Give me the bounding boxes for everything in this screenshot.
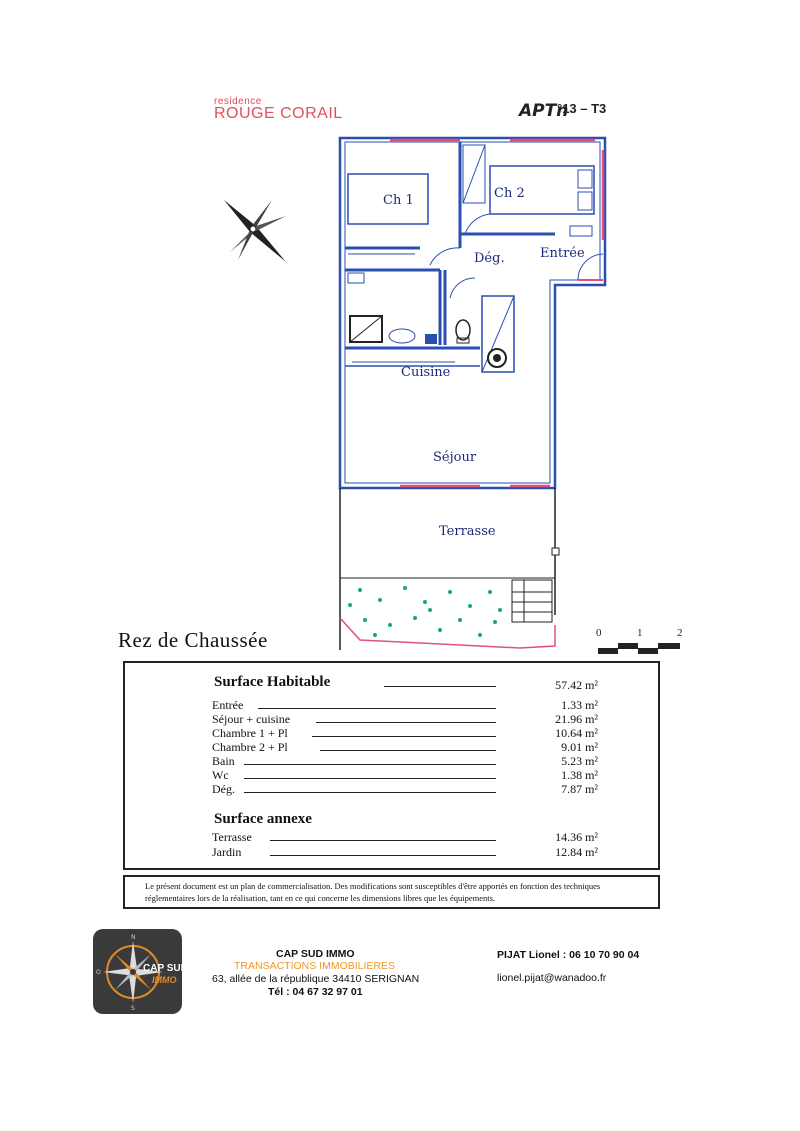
company-tagline: TRANSACTIONS IMMOBILIERES <box>234 960 396 972</box>
leader-line <box>270 840 496 841</box>
leader-line <box>258 708 496 709</box>
scale-tick-2: 2 <box>677 627 683 639</box>
leader-line <box>270 855 496 856</box>
svg-text:S: S <box>131 1005 135 1012</box>
leader-line <box>316 722 496 723</box>
row-value-jardin: 12.84 m² <box>555 845 598 859</box>
row-label-sejour-cuisine: Séjour + cuisine <box>212 712 291 726</box>
brand-name: ROUGE CORAIL <box>214 105 343 122</box>
leader-line <box>244 764 496 765</box>
annexe-title: Surface annexe <box>214 811 312 827</box>
svg-text:O: O <box>96 969 101 976</box>
floor-plan <box>330 130 620 660</box>
row-label-chambre2: Chambre 2 + Pl <box>212 740 288 754</box>
row-value-terrasse: 14.36 m² <box>555 830 598 844</box>
room-label-ch2: Ch 2 <box>494 186 525 201</box>
apartment-number: °13 – T3 <box>557 101 607 116</box>
room-label-terrasse: Terrasse <box>439 524 496 539</box>
scale-bar-icon <box>598 640 688 656</box>
leader-line <box>312 736 496 737</box>
apartment-handwritten-prefix: APTn <box>519 101 569 121</box>
row-label-jardin: Jardin <box>212 845 242 859</box>
row-value-chambre1: 10.64 m² <box>555 726 598 740</box>
room-label-sejour: Séjour <box>433 450 477 465</box>
contact-name-phone: PIJAT Lionel : 06 10 70 90 04 <box>497 949 640 961</box>
room-label-deg: Dég. <box>474 251 505 266</box>
company-address: 63, allée de la république 34410 SERIGNAN <box>212 973 420 985</box>
habitable-title: Surface Habitable <box>214 674 331 690</box>
habitable-total: 57.42 m² <box>555 678 598 692</box>
room-label-ch1: Ch 1 <box>383 193 414 208</box>
logo-text-cap-sud: CAP SUD <box>143 963 188 974</box>
leader-line <box>384 686 496 687</box>
row-value-deg: 7.87 m² <box>561 782 598 796</box>
scale-tick-1: 1 <box>637 627 643 639</box>
row-value-bain: 5.23 m² <box>561 754 598 768</box>
row-label-deg: Dég. <box>212 782 235 796</box>
row-label-entree: Entrée <box>212 698 244 712</box>
row-value-wc: 1.38 m² <box>561 768 598 782</box>
row-label-terrasse: Terrasse <box>212 830 252 844</box>
contact-email[interactable]: lionel.pijat@wanadoo.fr <box>497 972 607 984</box>
floor-title: Rez de Chaussée <box>118 628 268 652</box>
brand-residence-label: residence <box>214 96 262 107</box>
row-label-bain: Bain <box>212 754 235 768</box>
leader-line <box>320 750 496 751</box>
logo-text-immo: IMMO <box>152 975 177 985</box>
row-value-entree: 1.33 m² <box>561 698 598 712</box>
leader-line <box>244 778 496 779</box>
svg-text:N: N <box>131 934 136 941</box>
room-label-cuisine: Cuisine <box>401 365 451 380</box>
company-name: CAP SUD IMMO <box>276 948 355 960</box>
leader-line <box>244 792 496 793</box>
room-label-entree: Entrée <box>540 246 585 261</box>
row-value-chambre2: 9.01 m² <box>561 740 598 754</box>
compass-rose-icon <box>220 196 290 266</box>
row-value-sejour-cuisine: 21.96 m² <box>555 712 598 726</box>
disclaimer-text: Le présent document est un plan de commercialisation. Des modifications sont susceptibles d'être apportés en fonction des techniques réglementaires lors de la réalisation, tant en ce qui concerne les dimensions libres que les équipements. <box>145 881 601 903</box>
row-label-wc: Wc <box>212 768 229 782</box>
row-label-chambre1: Chambre 1 + Pl <box>212 726 288 740</box>
company-phone: Tél : 04 67 32 97 01 <box>268 986 363 998</box>
scale-tick-0: 0 <box>596 627 602 639</box>
